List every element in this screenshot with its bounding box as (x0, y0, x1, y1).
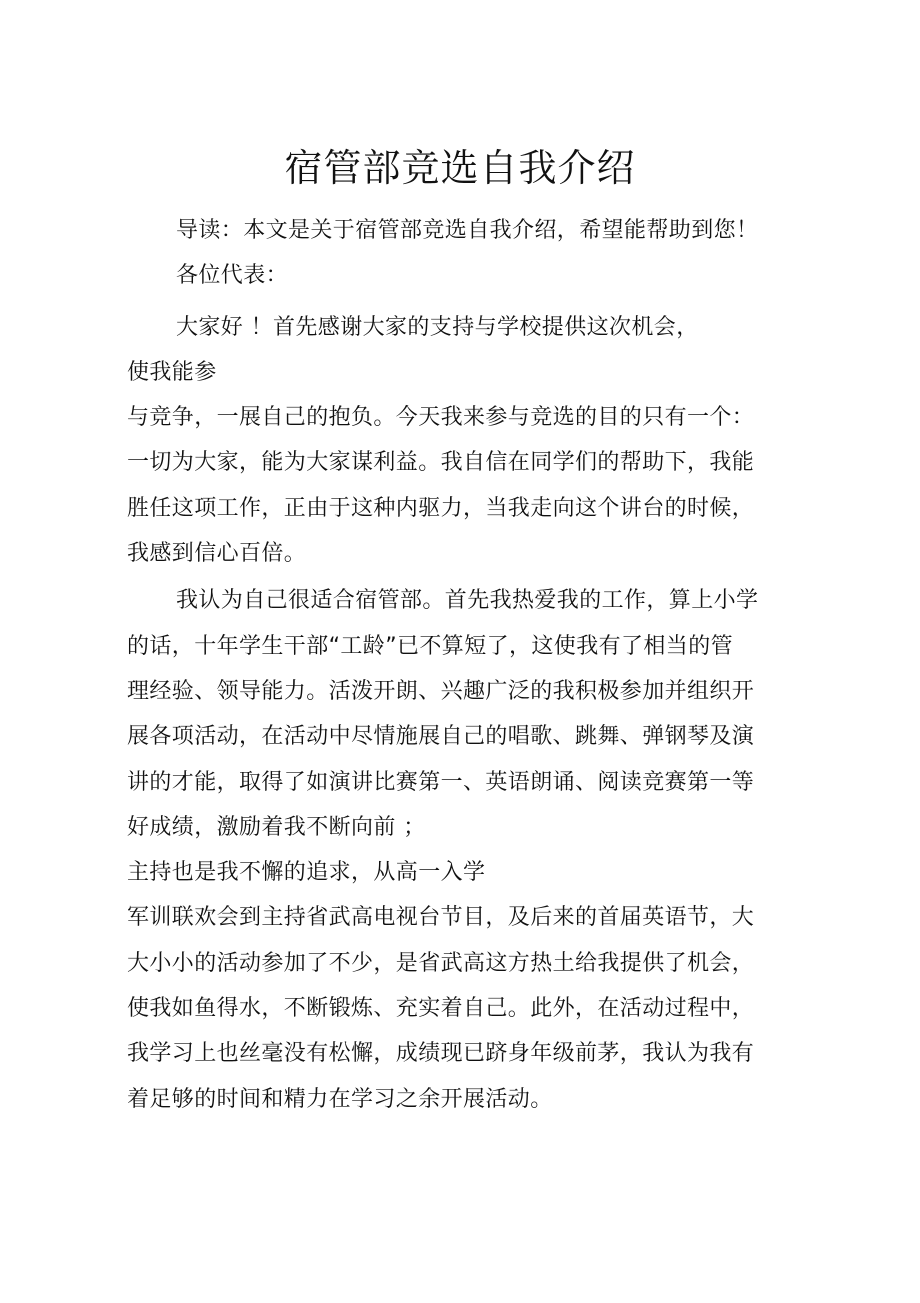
document-title: 宿管部竞选自我介绍 (284, 146, 636, 190)
paragraph-line: 与竞争，一展自己的抱负。今天我来参与竞选的目的只有一个： (127, 405, 755, 431)
paragraph-line: 着足够的时间和精力在学习之余开展活动。 (127, 1086, 553, 1112)
document-body (127, 208, 787, 1122)
paragraph-line: 大小小的活动参加了不少，是省武高这方热土给我提供了机会， (127, 950, 755, 976)
paragraph-line: 好成绩，激励着我不断向前 ； (127, 814, 426, 840)
paragraph-line: 军训联欢会到主持省武高电视台节目，及后来的首届英语节，大 (127, 905, 755, 931)
paragraph-line: 的话，十年学生干部“工龄”已不算短了，这使我有了相当的管 (127, 633, 733, 659)
paragraph-line: 大家好 ！首先感谢大家的支持与学校提供这次机会， (176, 314, 699, 340)
paragraph-line: 我感到信心百倍。 (127, 541, 307, 567)
salutation-line: 各位代表： (176, 263, 289, 289)
paragraph-line: 讲的才能，取得了如演讲比赛第一、英语朗诵、阅读竞赛第一等 (127, 769, 755, 795)
paragraph-line: 胜任这项工作，正由于这种内驱力，当我走向这个讲台的时候， (127, 495, 755, 521)
paragraph-line: 使我如鱼得水，不断锻炼、充实着自己。此外，在活动过程中， (127, 996, 755, 1022)
paragraph-line: 使我能参 (127, 359, 217, 385)
paragraph-line: 一切为大家，能为大家谋利益。我自信在同学们的帮助下，我能 (127, 450, 755, 476)
paragraph-line: 我认为自己很适合宿管部。首先我热爱我的工作，算上小学 (176, 588, 759, 614)
paragraph-line: 我学习上也丝毫没有松懈，成绩现已跻身年级前茅，我认为我有 (127, 1041, 755, 1067)
intro-line: 导读：本文是关于宿管部竞选自我介绍，希望能帮助到您！ (176, 218, 759, 243)
paragraph-line: 主持也是我不懈的追求，从高一入学 (127, 860, 486, 886)
paragraph-line: 理经验、领导能力。活泼开朗、兴趣广泛的我积极参加并组织开 (127, 678, 755, 704)
paragraph-line: 展各项活动，在活动中尽情施展自己的唱歌、跳舞、弹钢琴及演 (127, 724, 755, 750)
